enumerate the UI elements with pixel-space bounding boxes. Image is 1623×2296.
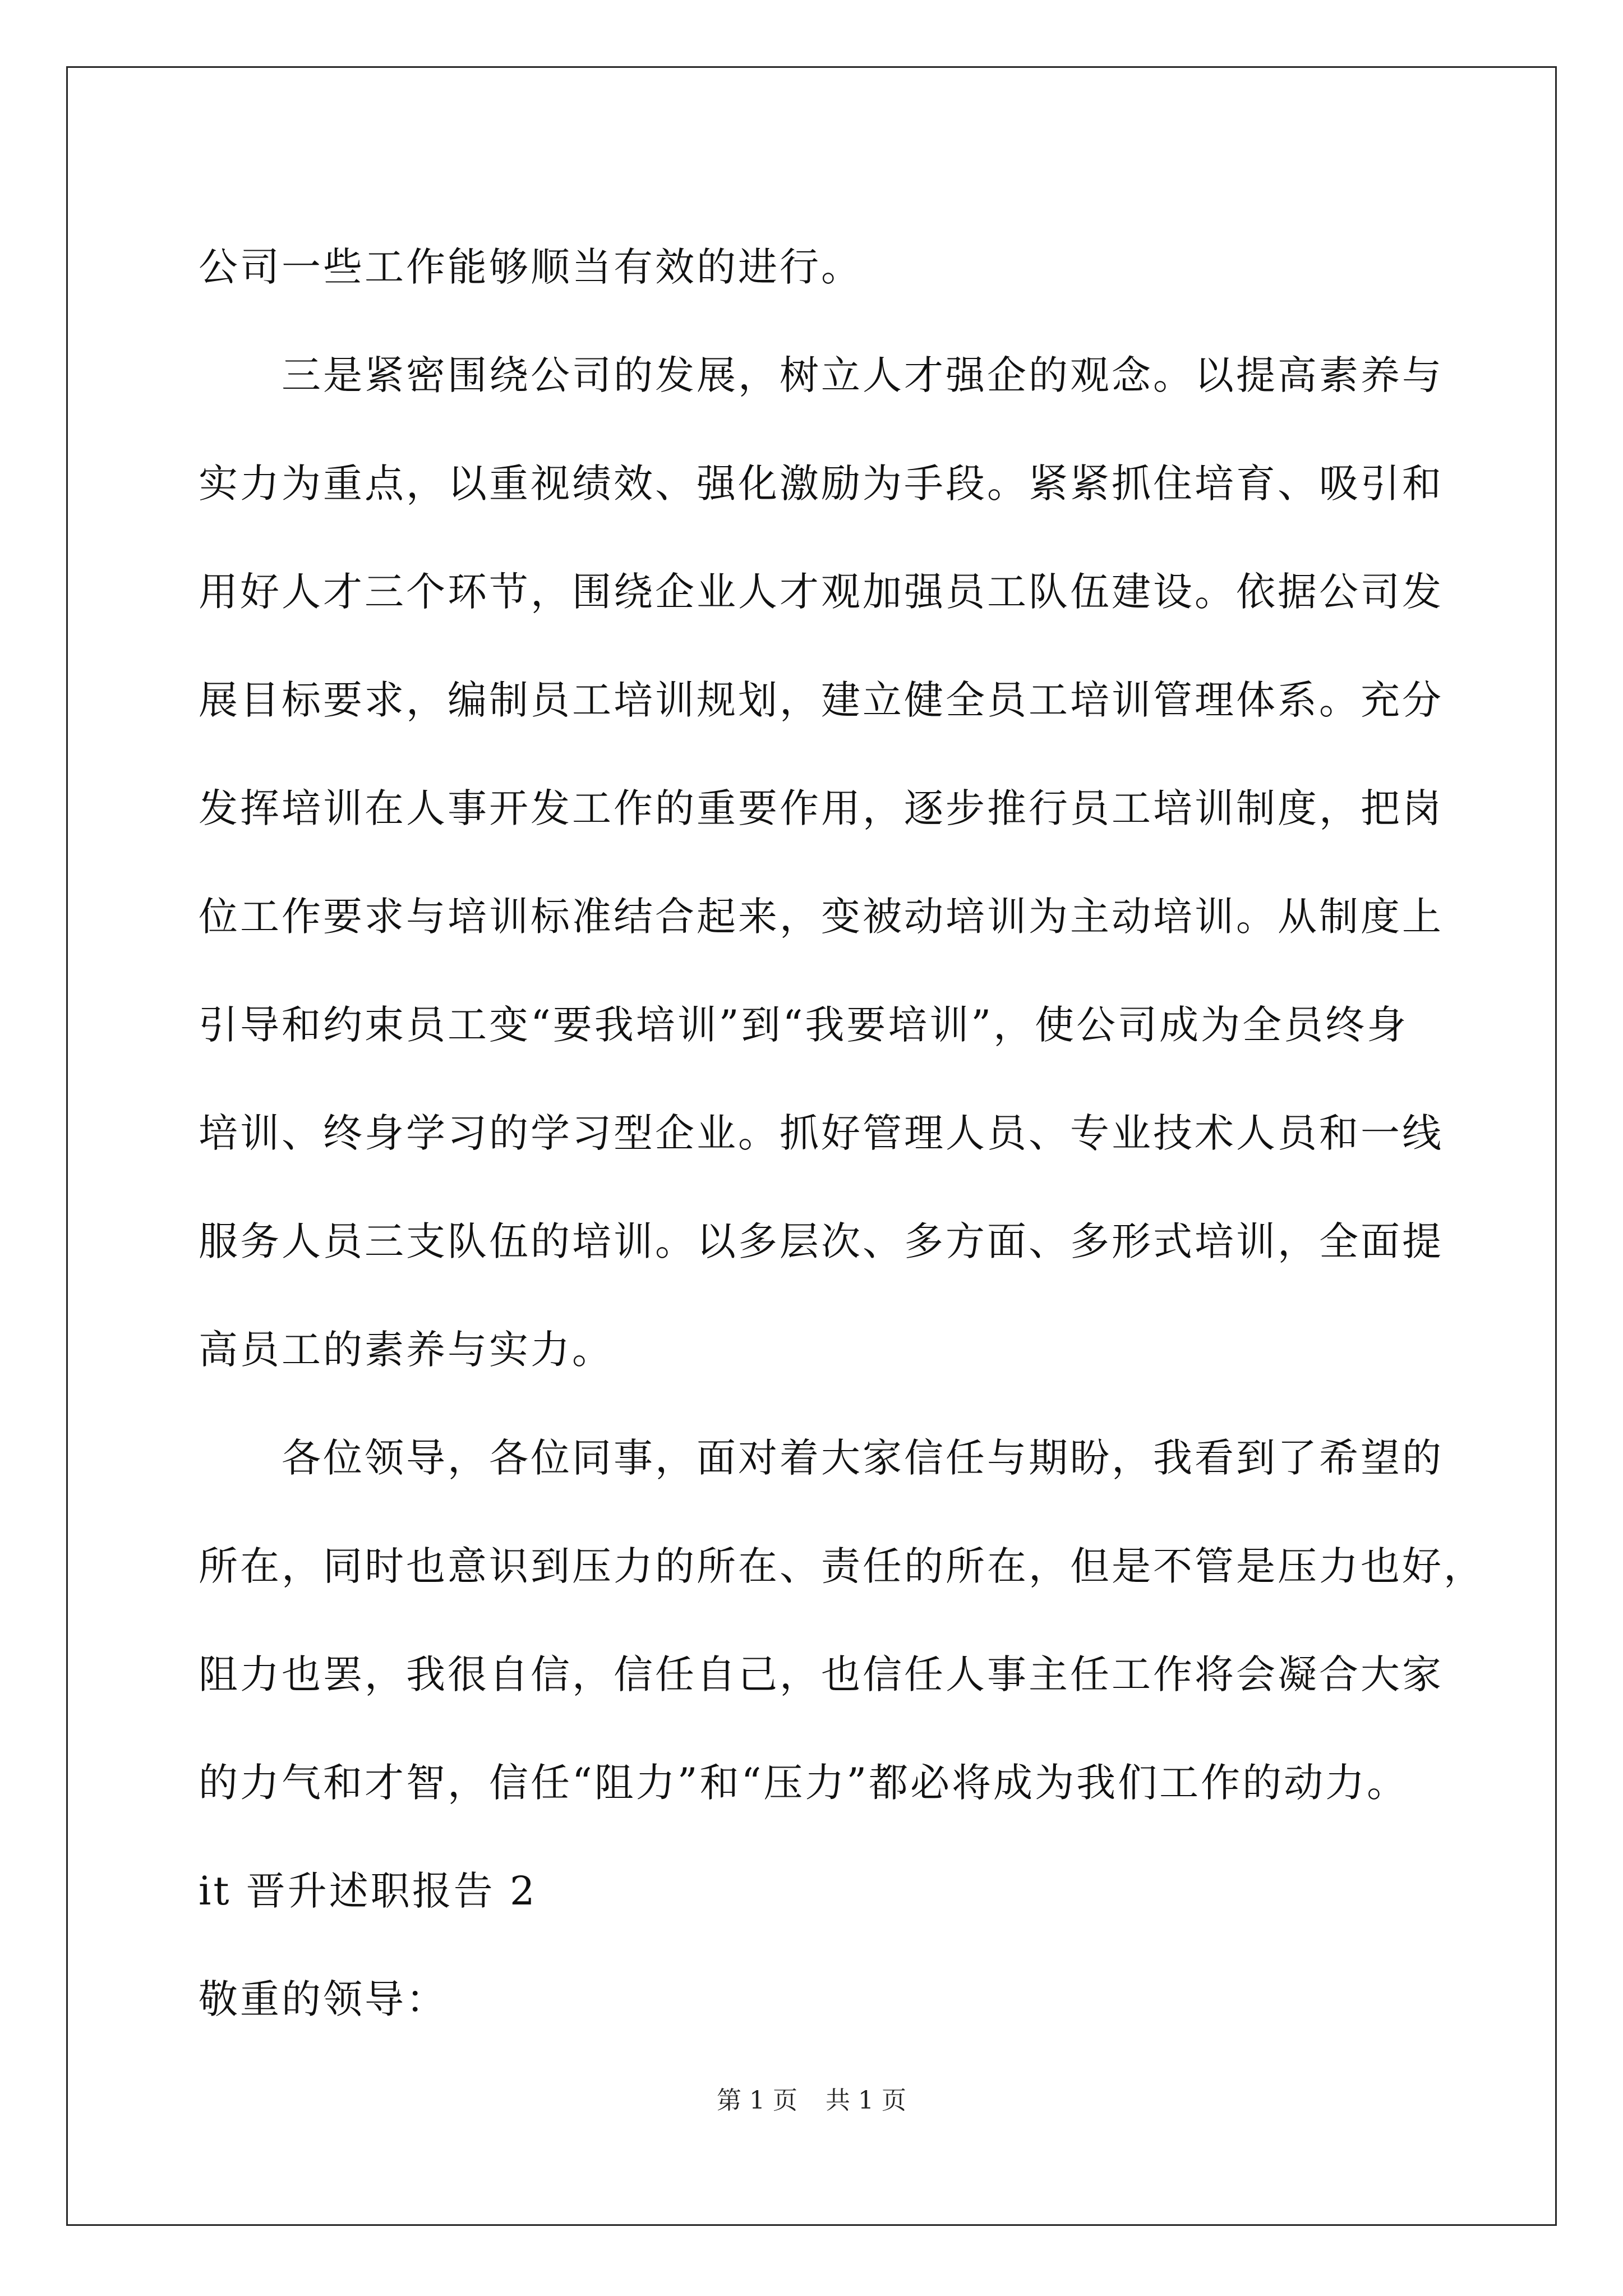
text-line: 发挥培训在人事开发工作的重要作用，逐步推行员工培训制度，把岗 <box>199 785 1444 831</box>
text-line: 的力气和才智，信任“阻力”和“压力”都必将成为我们工作的动力。 <box>199 1760 1409 1806</box>
text-line: 高员工的素养与实力。 <box>199 1327 614 1373</box>
text-line: 展目标要求，编制员工培训规划，建立健全员工培训管理体系。充分 <box>199 677 1444 723</box>
section-heading: it 晋升述职报告 2 <box>199 1868 537 1914</box>
text-line: 服务人员三支队伍的培训。以多层次、多方面、多形式培训，全面提 <box>199 1218 1444 1264</box>
page-footer <box>0 2084 1623 2118</box>
text-line: 引导和约束员工变“要我培训”到“我要培训”，使公司成为全员终身 <box>199 1002 1409 1048</box>
text-line: 三是紧密围绕公司的发展，树立人才强企的观念。以提高素养与 <box>282 352 1444 398</box>
text-line: 公司一些工作能够顺当有效的进行。 <box>199 244 863 290</box>
document-body <box>199 213 1485 2054</box>
text-line: 实力为重点，以重视绩效、强化激励为手段。紧紧抓住培育、吸引和 <box>199 461 1444 507</box>
page-number: 第 1 页 <box>717 2086 797 2115</box>
text-line: 用好人才三个环节，围绕企业人才观加强员工队伍建设。依据公司发 <box>199 569 1444 615</box>
salutation: 敬重的领导： <box>199 1976 448 2022</box>
text-line: 阻力也罢，我很自信，信任自己，也信任人事主任工作将会凝合大家 <box>199 1651 1444 1697</box>
text-line: 位工作要求与培训标准结合起来，变被动培训为主动培训。从制度上 <box>199 894 1444 940</box>
page-total: 共 1 页 <box>826 2086 906 2115</box>
text-line: 培训、终身学习的学习型企业。抓好管理人员、专业技术人员和一线 <box>199 1110 1444 1156</box>
text-line: 各位领导，各位同事，面对着大家信任与期盼，我看到了希望的 <box>282 1435 1444 1481</box>
text-line: 所在，同时也意识到压力的所在、责任的所在，但是不管是压力也好， <box>199 1543 1485 1589</box>
